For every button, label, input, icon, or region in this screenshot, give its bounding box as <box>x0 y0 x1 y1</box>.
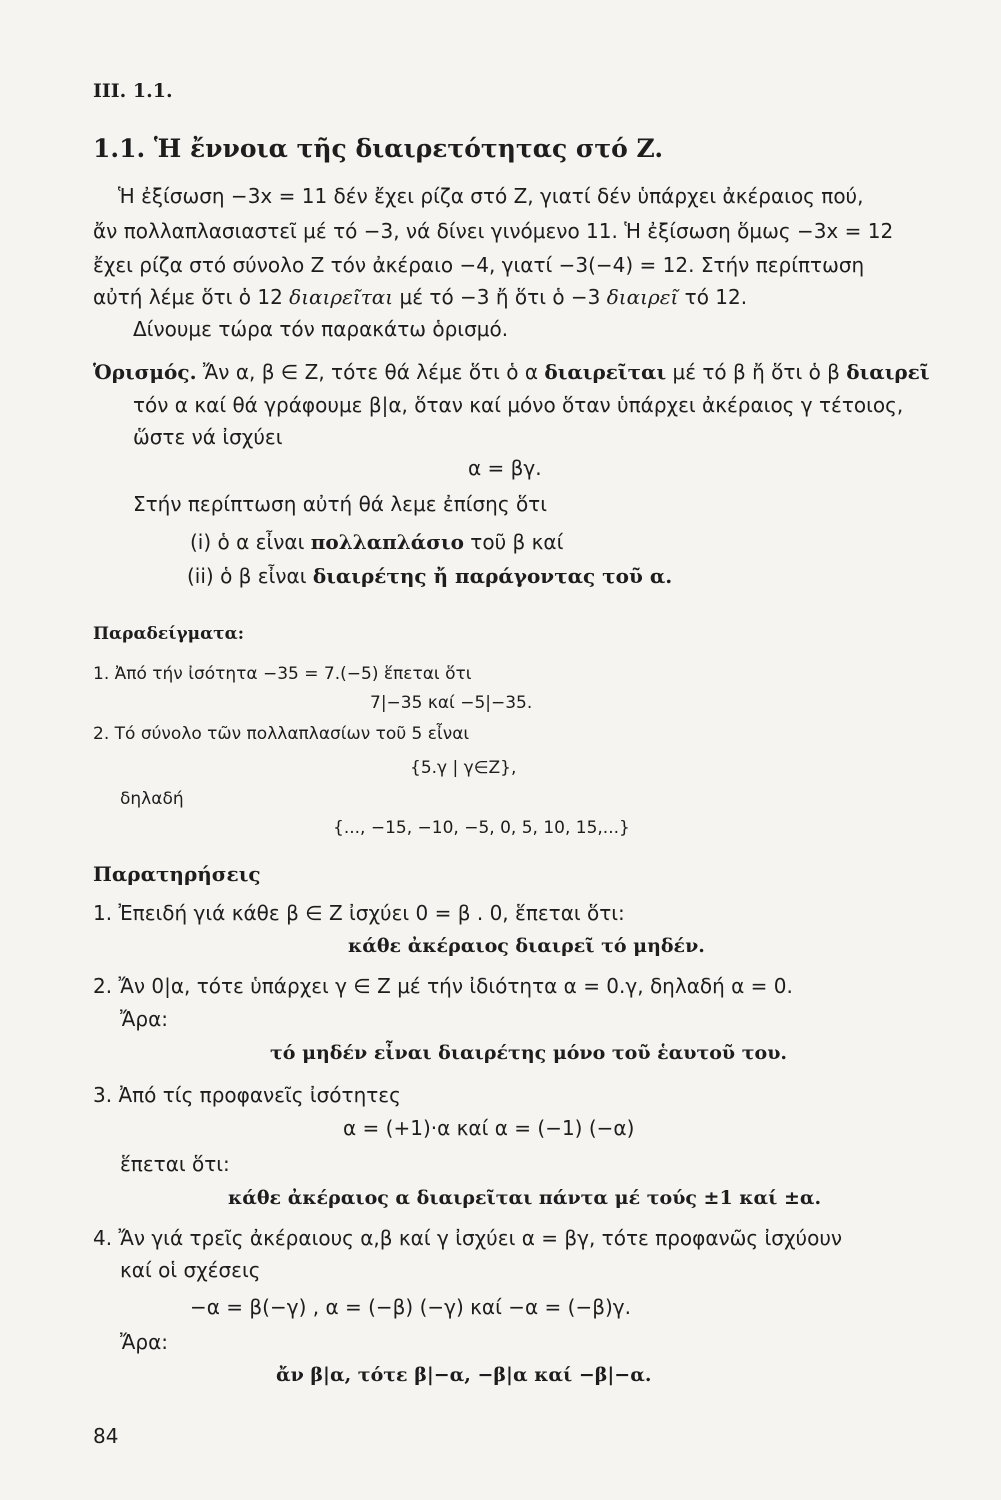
intro-line-1: Ἡ ἐξίσωση −3x = 11 δέν ἔχει ρίζα στό Z, γιατί δέν ὑπάρχει ἀκέραιος πού, <box>118 184 864 208</box>
definition-line-1 <box>93 360 930 384</box>
definition-line-1-c: μέ τό β ἤ ὅτι ὁ β <box>666 360 847 384</box>
page-number: 84 <box>93 1424 119 1448</box>
remark-3-line-2: ἕπεται ὅτι: <box>120 1152 230 1176</box>
remark-3-formula: α = (+1)·α καί α = (−1) (−α) <box>343 1116 635 1140</box>
remark-4-line-3: Ἄρα: <box>120 1330 168 1354</box>
definition-label: Ὁρισμός. <box>93 360 197 384</box>
term-multiple: πολλαπλάσιο <box>310 530 464 554</box>
intro-line-4 <box>93 285 747 309</box>
term-divisor-factor: διαιρέτης ἤ παράγοντας τοῦ α. <box>312 564 673 588</box>
remarks-heading: Παρατηρήσεις <box>93 862 261 886</box>
intro-line-4-c: μέ τό −3 ἤ ὅτι ὁ −3 <box>393 285 607 309</box>
definition-divides-term: διαιρεῖ <box>846 360 930 384</box>
remark-4-line-1: 4. Ἄν γιά τρεῖς ἀκέραιους α,β καί γ ἰσχύει α = βγ, τότε προφανῶς ἰσχύουν <box>93 1226 843 1250</box>
intro-divides-term: διαιρεῖ <box>606 285 679 309</box>
intro-line-4-a: αὐτή λέμε ὅτι ὁ 12 <box>93 285 290 309</box>
example-2-line-3: δηλαδή <box>120 789 184 809</box>
intro-line-2: ἄν πολλαπλασιαστεῖ μέ τό −3, νά δίνει γινόμενο 11. Ἡ ἐξίσωση ὅμως −3x = 12 <box>93 219 894 243</box>
terms-i-c: τοῦ β καί <box>463 530 564 554</box>
remark-4-formula: −α = β(−γ) , α = (−β) (−γ) καί −α = (−β)γ. <box>190 1295 631 1319</box>
section-number: III. 1.1. <box>93 80 173 102</box>
example-2-line-4: {..., −15, −10, −5, 0, 5, 10, 15,...} <box>333 818 630 838</box>
definition-line-3: ὥστε νά ἰσχύει <box>133 425 283 449</box>
remark-4-line-2: καί οἱ σχέσεις <box>120 1258 261 1282</box>
intro-divisible-term: διαιρεῖται <box>289 285 394 309</box>
intro-line-3: ἔχει ρίζα στό σύνολο Z τόν ἀκέραιο −4, γιατί −3(−4) = 12. Στήν περίπτωση <box>93 253 865 277</box>
remark-3-line-1: 3. Ἀπό τίς προφανεῖς ἰσότητες <box>93 1083 401 1107</box>
terms-item-i <box>190 530 563 554</box>
remark-3-bold: κάθε ἀκέραιος α διαιρεῖται πάντα μέ τούς ±1 καί ±α. <box>228 1187 822 1209</box>
section-title: 1.1. Ἡ ἔννοια τῆς διαιρετότητας στό Z. <box>93 134 664 163</box>
examples-heading: Παραδείγματα: <box>93 624 244 644</box>
intro-line-5: Δίνουμε τώρα τόν παρακάτω ὁρισμό. <box>133 317 509 341</box>
definition-formula: α = βγ. <box>468 456 542 480</box>
remark-4-bold: ἄν β|α, τότε β|−α, −β|α καί −β|−α. <box>276 1364 652 1386</box>
terms-item-ii <box>187 564 672 588</box>
remark-1-bold: κάθε ἀκέραιος διαιρεῖ τό μηδέν. <box>348 935 705 957</box>
example-1-line-2: 7|−35 καί −5|−35. <box>370 693 533 713</box>
terms-i-a: (i) ὁ α εἶναι <box>190 530 311 554</box>
remark-2-line-2: Ἄρα: <box>120 1007 168 1031</box>
remark-2-line-1: 2. Ἄν 0|α, τότε ὑπάρχει γ ∈ Z μέ τήν ἰδιότητα α = 0.γ, δηλαδή α = 0. <box>93 974 793 998</box>
definition-divisible-term: διαιρεῖται <box>544 360 667 384</box>
example-2-line-1: 2. Τό σύνολο τῶν πολλαπλασίων τοῦ 5 εἶναι <box>93 724 470 744</box>
definition-line-1-a: Ἄν α, β ∈ Z, τότε θά λέμε ὅτι ὁ α <box>196 360 545 384</box>
terms-intro: Στήν περίπτωση αὐτή θά λεμε ἐπίσης ὅτι <box>133 492 547 516</box>
definition-line-2: τόν α καί θά γράφουμε β|α, ὅταν καί μόνο ὅταν ὑπάρχει ἀκέραιος γ τέτοιος, <box>133 393 904 417</box>
intro-line-4-e: τό 12. <box>678 285 748 309</box>
remark-1-line-1: 1. Ἐπειδή γιά κάθε β ∈ Z ἰσχύει 0 = β . 0, ἕπεται ὅτι: <box>93 901 625 925</box>
example-1-line-1: 1. Ἀπό τήν ἰσότητα −35 = 7.(−5) ἕπεται ὅτι <box>93 664 472 684</box>
terms-ii-a: (ii) ὁ β εἶναι <box>187 564 313 588</box>
example-2-line-2: {5.γ | γ∈Z}, <box>410 758 517 778</box>
remark-2-bold: τό μηδέν εἶναι διαιρέτης μόνο τοῦ ἑαυτοῦ του. <box>270 1042 787 1064</box>
